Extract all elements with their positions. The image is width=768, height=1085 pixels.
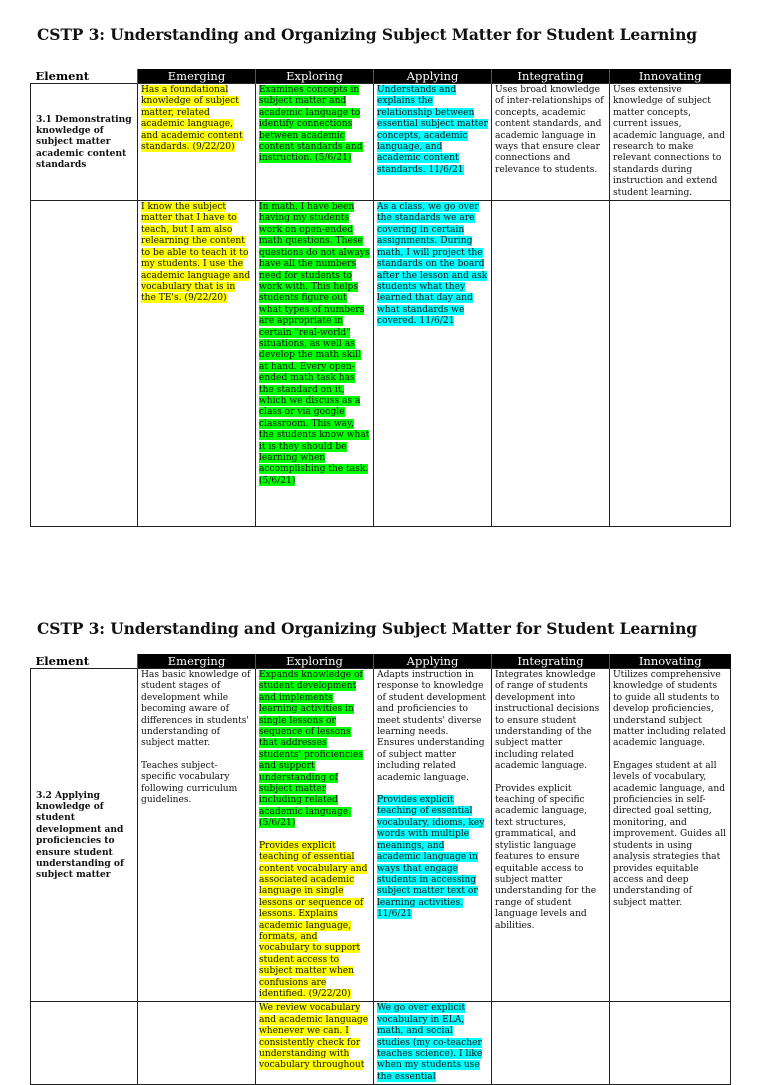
header-emerging: Emerging xyxy=(138,654,256,669)
element-label: 3.2 Applying knowledge of student development and proficiencies to ensure student understanding of subject matter xyxy=(36,789,124,881)
exploring-text-2: Provides explicit teaching of essential content vocabulary and associated academic language in single lessons or sequence of lessons. Explains academic language, formats, and vocabulary to support student access to subject matter when confusions are identified. (9/22/20) xyxy=(259,840,368,999)
header-element: Element xyxy=(31,654,138,669)
header-applying: Applying xyxy=(374,69,492,84)
integrating-cell xyxy=(492,84,610,201)
exploring-cell xyxy=(256,84,374,201)
innovating-text: Uses extensive knowledge of subject matter concepts, current issues, academic language, and research to make relevant connections to standards during instruction and extend student learning. xyxy=(613,85,726,198)
innovating-cell xyxy=(610,669,731,1002)
header-innovating: Innovating xyxy=(610,69,731,84)
rubric-table-3-1 xyxy=(30,69,731,527)
element-cell xyxy=(31,669,138,1002)
header-exploring: Exploring xyxy=(256,654,374,669)
applying-evidence-cell xyxy=(374,1002,492,1085)
table-header-row xyxy=(31,654,731,669)
exploring-cell xyxy=(256,669,374,1002)
emerging-evidence-cell xyxy=(138,201,256,527)
integrating-text-2: Provides explicit teaching of specific academic language, text structures, grammatical, and stylistic language features to ensure equitable access to subject matter understanding for the range of student language levels and abilities. xyxy=(495,783,597,931)
exploring-evidence-text: We review vocabulary and academic language whenever we can. I consistently check for understanding with vocabulary throughout xyxy=(259,1003,369,1071)
applying-text: Understands and explains the relationship between essential subject matter concepts, academic language, and academic content standards. 11/6/21 xyxy=(377,85,489,175)
applying-evidence-cell xyxy=(374,201,492,527)
table-header-row xyxy=(31,69,731,84)
exploring-evidence-cell xyxy=(256,1002,374,1085)
exploring-text: Examines concepts in subject matter and academic language to identify connections between academic content standards and instruction. (5/6/21) xyxy=(259,85,363,164)
innovating-text-2: Engages student at all levels of vocabulary, academic language, and proficiencies in self-directed goal setting, monitoring, and improvement. Guides all students in using analysis strategies that provides equitable access and deep understanding of subject matter. xyxy=(613,760,727,908)
integrating-evidence-cell xyxy=(492,1002,610,1085)
innovating-text: Utilizes comprehensive knowledge of students to guide all students to develop proficiencies, understand subject matter including related academic language. xyxy=(613,670,726,749)
applying-cell xyxy=(374,84,492,201)
header-integrating: Integrating xyxy=(492,654,610,669)
emerging-evidence-cell xyxy=(138,1002,256,1085)
innovating-evidence-cell xyxy=(610,1002,731,1085)
rubric-table-3-2 xyxy=(30,654,731,1085)
integrating-text: Integrates knowledge of range of students development into instructional decisions to ensure student understanding of the subject matter including related academic language. xyxy=(495,670,600,772)
applying-evidence-text: As a class, we go over the standards we are covering in certain assignments. During math, I will project the standards on the board after the lesson and ask students what they learned that day and what standards we covered. 11/6/21 xyxy=(377,202,488,327)
emerging-cell xyxy=(138,84,256,201)
integrating-evidence-cell xyxy=(492,201,610,527)
exploring-evidence-cell xyxy=(256,201,374,527)
emerging-text: Has basic knowledge of student stages of development while becoming aware of differences in students' understanding of subject matter. xyxy=(141,670,251,749)
element-cell xyxy=(31,84,138,201)
page-title: CSTP 3: Understanding and Organizing Subject Matter for Student Learning xyxy=(37,619,698,638)
emerging-evidence-text: I know the subject matter that I have to teach, but I am also relearning the content to be able to teach it to my students. I use the academic language and vocabulary that is in the TE's. (9/22/20) xyxy=(141,202,251,304)
header-emerging: Emerging xyxy=(138,69,256,84)
innovating-cell xyxy=(610,84,731,201)
applying-text: Adapts instruction in response to knowledge of student development and proficiencies to meet students' diverse learning needs. Ensures understanding of subject matter including related academic language. xyxy=(377,670,486,783)
emerging-text: Has a foundational knowledge of subject matter, related academic language, and academic content standards. (9/22/20) xyxy=(141,85,243,153)
applying-text-2: Provides explicit teaching of essential vocabulary, idioms, key words with multiple meanings, and academic language in ways that engage students in accessing subject matter text or learning activities. 11/6/21 xyxy=(377,795,485,920)
applying-evidence-text: We go over explicit vocabulary in ELA, math, and social studies (my co-teacher teaches science). I like when my students use the essential xyxy=(377,1003,483,1082)
integrating-cell xyxy=(492,669,610,1002)
table-row xyxy=(31,201,731,527)
emerging-text-2: Teaches subject-specific vocabulary following curriculum guidelines. xyxy=(141,760,238,806)
header-exploring: Exploring xyxy=(256,69,374,84)
header-element: Element xyxy=(31,69,138,84)
emerging-cell xyxy=(138,669,256,1002)
table-row xyxy=(31,84,731,201)
page-title: CSTP 3: Understanding and Organizing Subject Matter for Student Learning xyxy=(37,25,698,44)
integrating-text: Uses broad knowledge of inter-relationships of concepts, academic content standards, and academic language in ways that ensure clear connections and relevance to students. xyxy=(495,85,604,175)
exploring-evidence-text: In math, I have been having my students work on open-ended math questions. These questions do not always have all the numbers need for students to work with. This helps students figure out what types of numbers are appropriate in certain "real-world" situations, as well as develop the math skill at hand. Every open-ended math task has the standard on it, which we discuss as a class or via google classroom. This way, the students know what it is they should be learning when accomplishing the task. (5/6/21) xyxy=(259,202,370,486)
element-cell xyxy=(31,201,138,527)
header-innovating: Innovating xyxy=(610,654,731,669)
applying-cell xyxy=(374,669,492,1002)
element-cell xyxy=(31,1002,138,1085)
header-applying: Applying xyxy=(374,654,492,669)
exploring-text: Expands knowledge of student development and implements learning activities in single lessons or sequence of lessons that addresses students' proficiencies and support understanding of subject matter including related academic language. (5/6/21) xyxy=(259,670,363,829)
header-integrating: Integrating xyxy=(492,69,610,84)
table-row xyxy=(31,1002,731,1085)
element-label: 3.1 Demonstrating knowledge of subject matter academic content standards xyxy=(36,113,132,171)
innovating-evidence-cell xyxy=(610,201,731,527)
table-row xyxy=(31,669,731,1002)
